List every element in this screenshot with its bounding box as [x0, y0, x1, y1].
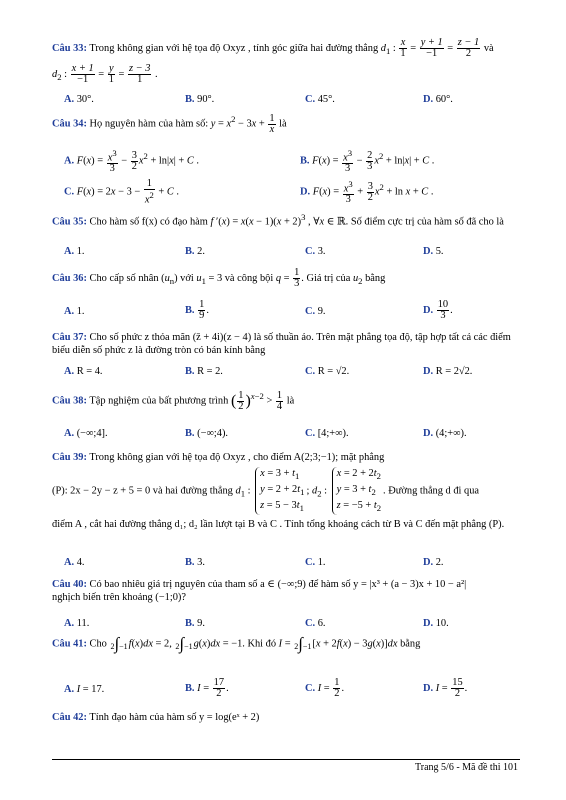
question-33-line2: $d_2$ : $\frac{x + 1}{-1}$ = $\frac{y}{1}$ = $\frac{z - 3}{1}$ . — [52, 63, 158, 85]
option-d[interactable]: D. 5. — [423, 246, 444, 257]
option-c[interactable]: C. 6. — [305, 618, 326, 629]
option-a[interactable]: A. (−∞;4]. — [64, 428, 108, 439]
option-d[interactable]: D. 10. — [423, 618, 449, 629]
option-d[interactable]: D. 2. — [423, 557, 444, 568]
question-39-line3: điểm A , cắt hai đường thẳng d₁; d₂ lần lượt tại B và C . Tính tổng khoảng cách từ B và C đến mặt phẳng (P). — [52, 519, 505, 530]
option-b[interactable]: B. $\frac{1}{9}$ . — [185, 299, 209, 321]
question-37: Câu 37: Cho số phức z thỏa mãn (z̄ + 4i)(z − 4) là số thuần ảo. Trên mặt phẳng tọa độ, tập hợp tất cả các điểm biểu diễn số phức z là đường tròn có bán kính bằng — [52, 332, 511, 356]
question-label: Câu 36: — [52, 272, 87, 284]
question-35: Câu 35: Cho hàm số f(x) có đạo hàm f $'(x) = x(x - 1)(x + 2)^3$ , ∀x ∈ ℝ. Số điểm cực trị của hàm số đã cho là — [52, 212, 504, 228]
footer-divider — [52, 759, 520, 760]
question-39-line2: (P): 2x − 2y − z + 5 = 0 và hai đường thẳng $d_1$ : $x = 3 + t_1$ $y = 2 + 2t_1$ $z = 5 - 3t_1$; $d_2$ : $x = 2 + 2t_2$ $y = 3 + t_2$ $z = -5 + t_2$. Đường thẳng d đi qua — [52, 468, 480, 514]
question-39: Câu 39: Trong không gian với hệ tọa độ Oxyz , cho điểm A(2;3;−1); mặt phẳng — [52, 452, 385, 463]
option-c[interactable]: C. 45°. — [305, 94, 335, 105]
question-label: Câu 35: — [52, 216, 87, 228]
option-d[interactable]: D. R = 2√2. — [423, 366, 473, 377]
question-text: Trong không gian với hệ tọa độ Oxyz , tính góc giữa hai đường thẳng — [89, 42, 379, 54]
question-41: Câu 41: Cho 2∫−1f(x)dx = 2, 2∫−1g(x)dx = −1. Khi đó I = 2∫−1[x + 2f(x) − 3g(x)]dx bằng — [52, 634, 421, 653]
question-label: Câu 39: — [52, 452, 87, 463]
option-b[interactable]: B. 2. — [185, 246, 205, 257]
option-a[interactable]: A. 30°. — [64, 94, 94, 105]
option-a[interactable]: A. F(x) = $\frac{x^3}{3}$ − $\frac{3}{2}$ $x^2 + \ln|x| + C$ . — [64, 148, 199, 175]
option-b[interactable]: B. I = $\frac{17}{2}$ . — [185, 677, 229, 699]
question-40: Câu 40: Có bao nhiêu giá trị nguyên của tham số a ∈ (−∞;9) để hàm số y = |x³ + (a − 3)x + 10 − a²| nghịch biến trên khoảng (−1;0)? — [52, 579, 467, 603]
question-label: Câu 37: — [52, 332, 87, 343]
option-d[interactable]: D. 60°. — [423, 94, 453, 105]
question-label: Câu 41: — [52, 638, 87, 650]
question-34: Câu 34: Họ nguyên hàm của hàm số: $y = x^2 - 3x$ + $\frac{1}{x}$ là — [52, 112, 287, 135]
option-b[interactable]: B. 90°. — [185, 94, 215, 105]
option-a[interactable]: A. 11. — [64, 618, 90, 629]
question-42: Câu 42: Tính đạo hàm của hàm số y = log(eˣ + 2) — [52, 712, 260, 723]
question-label: Câu 38: — [52, 395, 87, 407]
option-c[interactable]: C. I = $\frac{1}{2}$ . — [305, 677, 345, 699]
question-label: Câu 34: — [52, 118, 87, 130]
option-c[interactable]: C. 9. — [305, 306, 326, 317]
option-a[interactable]: A. 4. — [64, 557, 85, 568]
option-b[interactable]: B. R = 2. — [185, 366, 223, 377]
question-38: Câu 38: Tập nghiệm của bất phương trình ( $\frac{1}{2}$ )$^{x-2}$ > $\frac{1}{4}$ là — [52, 389, 295, 412]
option-c[interactable]: C. 1. — [305, 557, 326, 568]
page-footer: Trang 5/6 - Mã đề thi 101 — [415, 762, 518, 773]
option-b[interactable]: B. 3. — [185, 557, 205, 568]
option-b[interactable]: B. F(x) = $\frac{x^3}{3}$ − $\frac{2}{3}$ $x^2 + \ln|x| + C$ . — [300, 148, 435, 175]
option-b[interactable]: B. (−∞;4). — [185, 428, 228, 439]
option-c[interactable]: C. 3. — [305, 246, 326, 257]
option-c[interactable]: C. F(x) = 2x − 3 − $\frac{1}{x^2}$ + C . — [64, 178, 179, 206]
question-36: Câu 36: Cho cấp số nhân $(u_n)$ với $u_1 = 3$ và công bội q = $\frac{1}{3}$ . Giá trị của $u_2$ bằng — [52, 267, 386, 289]
question-text: Họ nguyên hàm của hàm số: — [89, 118, 209, 130]
question-label: Câu 42: — [52, 712, 87, 723]
option-a[interactable]: A. R = 4. — [64, 366, 103, 377]
option-c[interactable]: C. [4;+∞). — [305, 428, 349, 439]
question-33: Câu 33: Trong không gian với hệ tọa độ Oxyz , tính góc giữa hai đường thẳng $d_1$ : $\frac{x}{1}$ = $\frac{y + 1}{-1}$ = $\frac{z - 1}{2}$ và — [52, 37, 494, 59]
option-d[interactable]: D. F(x) = $\frac{x^3}{3}$ + $\frac{3}{2}$ $x^2 + \ln x + C$ . — [300, 179, 434, 206]
option-d[interactable]: D. I = $\frac{15}{2}$ . — [423, 677, 468, 699]
question-label: Câu 33: — [52, 42, 87, 54]
option-a[interactable]: A. 1. — [64, 246, 85, 257]
option-a[interactable]: A. 1. — [64, 306, 85, 317]
option-b[interactable]: B. 9. — [185, 618, 205, 629]
option-d[interactable]: D. $\frac{10}{3}$ . — [423, 299, 453, 321]
question-label: Câu 40: — [52, 579, 87, 590]
option-d[interactable]: D. (4;+∞). — [423, 428, 467, 439]
option-c[interactable]: C. R = √2. — [305, 366, 350, 377]
option-a[interactable]: A. I = 17. — [64, 684, 105, 695]
